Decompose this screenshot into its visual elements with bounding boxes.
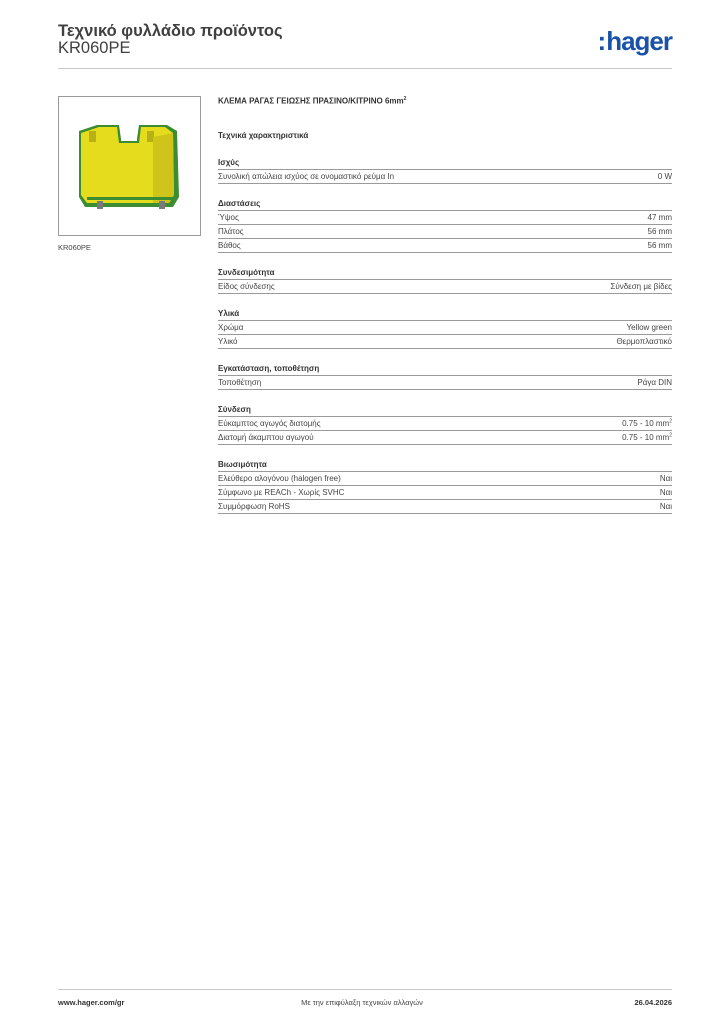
spec-value-text: Ναι [659,474,672,483]
spec-value [648,225,672,238]
spec-row [218,472,672,486]
spec-section-title: Διαστάσεις [218,198,672,211]
spec-label: Διατομή άκαμπτου αγωγού [218,433,314,442]
spec-label: Ελεύθερο αλογόνου (halogen free) [218,474,341,483]
spec-label: Τοποθέτηση [218,378,262,387]
product-details [218,96,672,514]
spec-section [218,198,672,253]
footer-divider [58,989,672,990]
spec-section-title: Σύνδεση [218,404,672,417]
product-name-superscript: 2 [403,96,407,102]
spec-value-text: Yellow green [626,323,672,332]
spec-label: Χρώμα [218,323,244,332]
spec-value [648,239,672,252]
spec-section [218,363,672,390]
hager-logo[interactable] [598,28,672,54]
spec-section-title: Υλικά [218,308,672,321]
product-name-text: ΚΛΕΜΑ ΡΑΓΑΣ ΓΕΙΩΣΗΣ ΠΡΑΣΙΝΟ/ΚΙΤΡΙΝΟ 6mm [218,96,404,106]
spec-label: Υλικό [218,337,238,346]
product-image-caption: KR060PE [58,243,91,252]
spec-row [218,417,672,431]
spec-section-title: Συνδεσιμότητα [218,267,672,280]
spec-section [218,157,672,184]
spec-label: Συμμόρφωση RoHS [218,502,290,511]
spec-label: Είδος σύνδεσης [218,282,275,291]
spec-row [218,239,672,253]
spec-row [218,376,672,390]
spec-value [637,376,672,389]
spec-label: Σύμφωνο με REACh - Χωρίς SVHC [218,488,345,497]
spec-value-text: 0.75 - 10 mm [622,419,670,428]
spec-value [660,486,672,499]
spec-row [218,486,672,500]
spec-row [218,280,672,294]
spec-row [218,211,672,225]
spec-value-text: 56 mm [647,241,672,250]
product-image-frame [58,96,201,236]
spec-section-title: Εγκατάσταση, τοποθέτηση [218,363,672,376]
footer-notice: Με την επιφύλαξη τεχνικών αλλαγών [301,998,423,1007]
spec-value-superscript: 2 [669,432,672,439]
spec-section [218,267,672,294]
spec-row [218,335,672,349]
spec-value-text: Σύνδεση με βίδες [610,282,672,291]
technical-characteristics-heading: Τεχνικά χαρακτηριστικά [218,131,309,140]
spec-value-text: 47 mm [647,213,672,222]
spec-value [658,170,672,183]
spec-value [660,500,672,513]
spec-label: Ύψος [218,213,239,222]
header-divider [58,68,672,69]
spec-value [626,321,672,334]
product-name [218,96,672,108]
logo-colon-mark: : [597,26,606,56]
spec-value [610,280,672,293]
spec-section [218,308,672,349]
spec-value-text: Ράγα DIN [637,378,672,387]
spec-value-text: 0 W [657,172,672,181]
spec-value-text: 0.75 - 10 mm [622,433,670,442]
spec-section-title: Βιωσιμότητα [218,459,672,472]
spec-label: Βάθος [218,241,241,250]
spec-section [218,404,672,445]
spec-row [218,321,672,335]
spec-value-text: 56 mm [647,227,672,236]
spec-value [616,335,672,348]
document-title: Τεχνικό φυλλάδιο προϊόντος [58,22,283,40]
spec-value [622,417,672,430]
spec-value-text: Ναι [659,488,672,497]
logo-text: hager [606,26,672,56]
spec-value-text: Ναι [659,502,672,511]
spec-value [622,431,672,444]
spec-row [218,170,672,184]
footer-website-link[interactable]: www.hager.com/gr [58,998,125,1007]
product-code-heading: KR060PE [58,39,131,57]
spec-label: Συνολική απώλεια ισχύος σε ονομαστικό ρεύμα In [218,172,395,181]
spec-value [648,211,672,224]
spec-row [218,225,672,239]
spec-section-title: Ισχύς [218,157,672,170]
spec-value-superscript: 2 [669,418,672,425]
spec-label: Εύκαμπτος αγωγός διατομής [218,419,321,428]
spec-row [218,500,672,514]
spec-value [660,472,672,485]
footer-date: 26.04.2026 [634,998,672,1007]
spec-row [218,431,672,445]
spec-sections [218,157,672,514]
spec-label: Πλάτος [218,227,244,236]
terminal-block-image [75,117,185,217]
spec-section [218,459,672,514]
spec-value-text: Θερμοπλαστικό [616,337,672,346]
